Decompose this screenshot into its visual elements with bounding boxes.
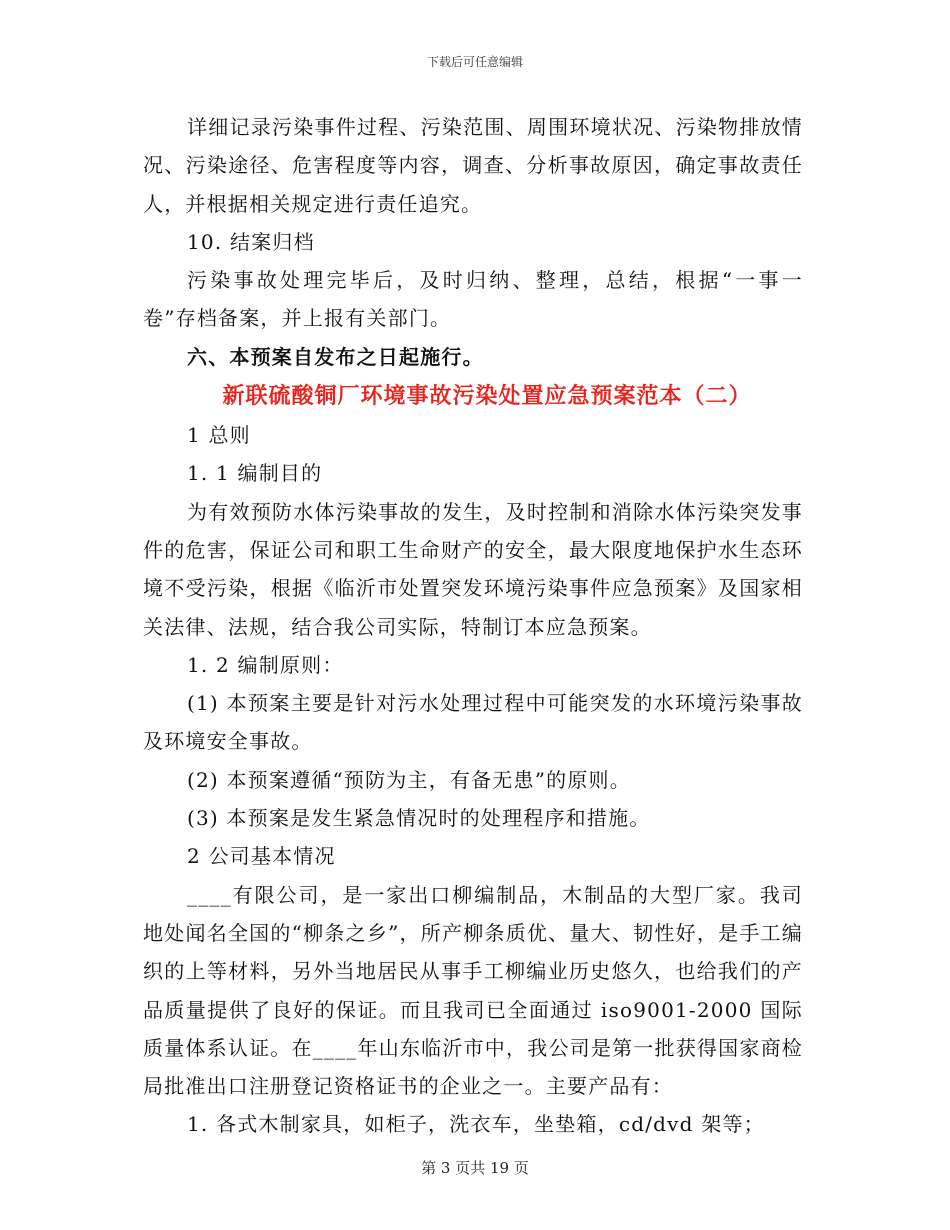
page-header: 下载后可任意编辑 bbox=[426, 55, 523, 69]
product-item-1: 1. 各式木制家具，如柜子，洗衣车，坐垫箱，cd/dvd 架等； bbox=[187, 1112, 765, 1137]
section-title: 新联硫酸铜厂环境事故污染处置应急预案范本（二） bbox=[222, 383, 752, 410]
paragraph-company: ____有限公司，是一家出口柳编制品，木制品的大型厂家。我司地处闻名全国的“柳条之乡”，所产柳条质优、量大、韧性好，是手工编织的上等材料，另外当地居民从事手工柳编业历史悠久，也给我们的产品质量提供了良好的保证。而且我司已全面通过 iso9001-2000 国际质量体系认证。在____年山东临沂市中，我公司是第一批获得国家商检局批准出口注册登记资格证书的企业之一。主要产品有： bbox=[143, 882, 803, 1099]
principle-1: (1) 本预案主要是针对污水处理过程中可能突发的水环境污染事故及环境安全事故。 bbox=[143, 691, 803, 754]
document-body bbox=[143, 108, 803, 1144]
principle-3: (3) 本预案是发生紧急情况时的处理程序和措施。 bbox=[187, 806, 651, 831]
paragraph-record: 详细记录污染事件过程、污染范围、周围环境状况、污染物排放情况、污染途径、危害程度等内容，调查、分析事故原因，确定事故责任人，并根据相关规定进行责任追究。 bbox=[143, 115, 803, 216]
principle-2: (2) 本预案遵循“预防为主，有备无患”的原则。 bbox=[187, 767, 631, 792]
heading-company: 2 公司基本情况 bbox=[187, 844, 336, 869]
paragraph-closing: 污染事故处理完毕后，及时归纳、整理，总结，根据“一事一卷”存档备案，并上报有关部门。 bbox=[143, 268, 803, 331]
heading-effective: 六、本预案自发布之日起施行。 bbox=[187, 344, 484, 369]
heading-general: 1 总则 bbox=[187, 423, 251, 448]
heading-principles: 1. 2 编制原则： bbox=[187, 652, 344, 677]
paragraph-purpose: 为有效预防水体污染事故的发生，及时控制和消除水体污染突发事件的危害，保证公司和职工生命财产的安全，最大限度地保护水生态环境不受污染，根据《临沂市处置突发环境污染事件应急预案》及国家相关法律、法规，结合我公司实际，特制订本应急预案。 bbox=[143, 499, 803, 639]
heading-purpose: 1. 1 编制目的 bbox=[187, 461, 323, 486]
page-footer: 第 3 页共 19 页 bbox=[421, 1159, 529, 1177]
heading-closing: 10. 结案归档 bbox=[187, 229, 315, 254]
